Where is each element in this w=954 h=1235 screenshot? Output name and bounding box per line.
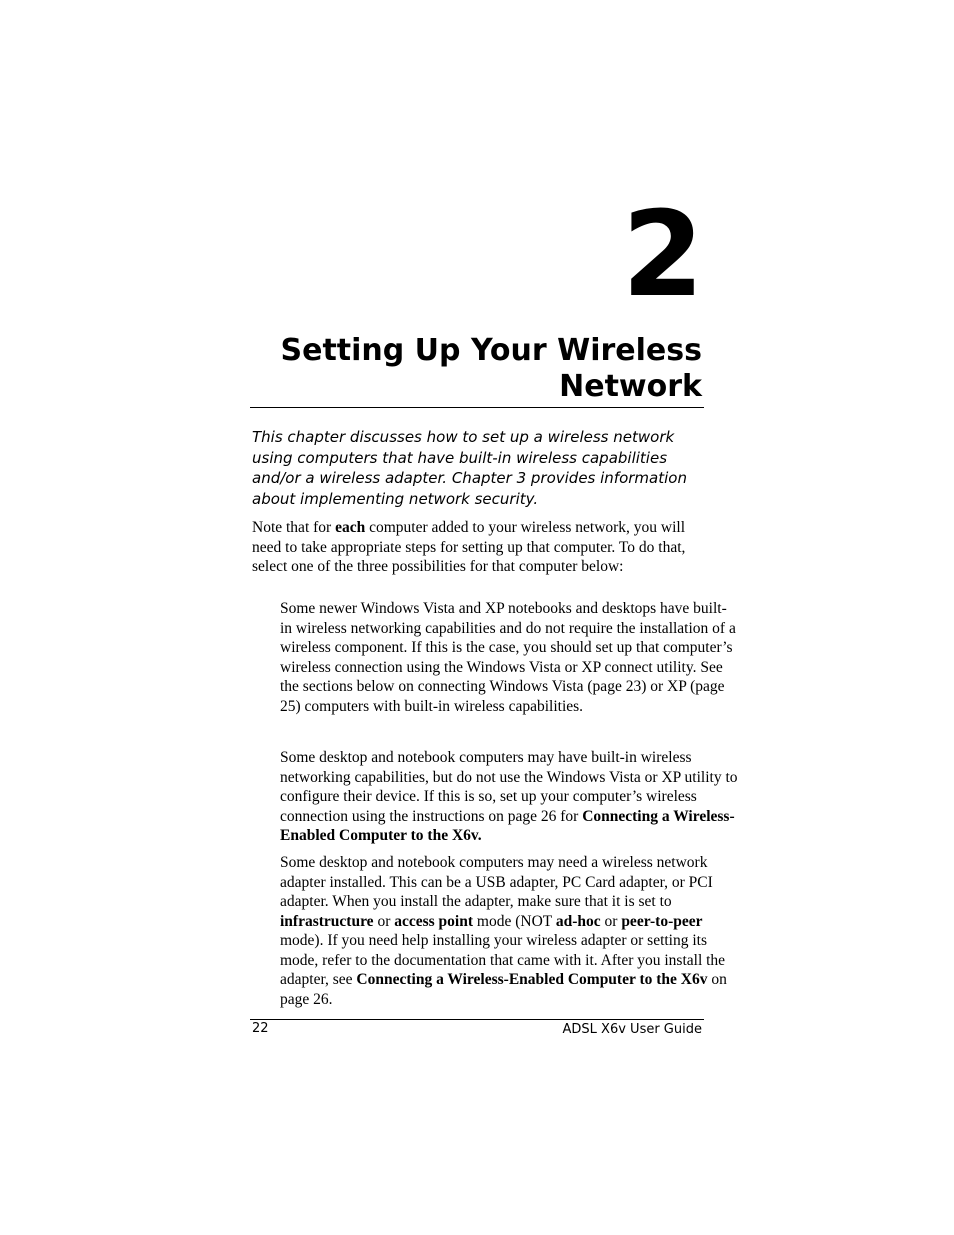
chapter-title xyxy=(242,333,702,405)
lead-text-2: computer added to your wireless network, you will need to take appropriate steps for setting up that computer. To do that, select one of the three possibilities for that computer below: xyxy=(252,519,686,575)
option-3-text-1: Some desktop and notebook computers may need a wireless network adapter installed. This can be a USB adapter, PC Card adapter, or PCI adapter. When you install the adapter, make sure that it is set to xyxy=(280,854,713,910)
option-3-bold-peer-to-peer: peer-to-peer xyxy=(621,912,703,930)
option-3-bold-infrastructure: infrastructure xyxy=(280,912,374,930)
option-paragraph-1: Some newer Windows Vista and XP notebooks and desktops have built-in wireless networking capabilities and do not require the installation of a wireless component. If this is the case, you should set up that computer’s wireless connection using the Windows Vista or XP connect utility. See the sections below on connecting Windows Vista (page 23) or XP (page 25) computers with built-in wireless capabilities. xyxy=(280,600,736,715)
chapter-title-line-1: Setting Up Your Wireless xyxy=(280,333,702,368)
option-paragraph-2 xyxy=(280,748,738,846)
option-2-text: Some desktop and notebook computers may have built-in wireless networking capabilities, but do not use the Windows Vista or XP utility to configure their device. If this is so, set up your computer’s wireless connection using the instructions on page 26 for xyxy=(280,749,738,825)
option-3-text-3: mode (NOT xyxy=(473,912,556,930)
option-3-bold-access-point: access point xyxy=(394,912,474,930)
option-3-bold-ad-hoc: ad-hoc xyxy=(555,912,601,930)
option-3-text-2: or xyxy=(373,912,395,930)
chapter-intro: This chapter discusses how to set up a wireless network using computers that have built-in wireless capabilities and/or a wireless adapter. Chapter 3 provides information about implementing network security. xyxy=(252,428,687,509)
footer-divider xyxy=(250,1019,704,1020)
option-3-text-4: or xyxy=(600,912,622,930)
option-paragraph-3 xyxy=(280,853,738,1009)
option-3-text-5: mode). If you need help installing your wireless adapter or setting its mode, refer to the documentation that came with it. After you install the adapter, see xyxy=(280,932,726,988)
lead-bold-each: each xyxy=(335,519,366,536)
title-divider xyxy=(250,407,704,408)
chapter-number: 2 xyxy=(621,185,702,323)
page-number: 22 xyxy=(252,1021,269,1036)
lead-text-1: Note that for xyxy=(252,519,336,536)
option-3-bold-link: Connecting a Wireless-Enabled Computer to the X6v xyxy=(356,971,708,988)
lead-paragraph xyxy=(252,518,712,577)
option-2-bold-link: Connecting a Wireless-Enabled Computer to the X6v. xyxy=(280,807,735,844)
option-3-text-6: on page 26. xyxy=(280,971,727,1008)
chapter-title-line-2: Network xyxy=(559,369,702,404)
footer-guide-title: ADSL X6v User Guide xyxy=(562,1022,702,1037)
